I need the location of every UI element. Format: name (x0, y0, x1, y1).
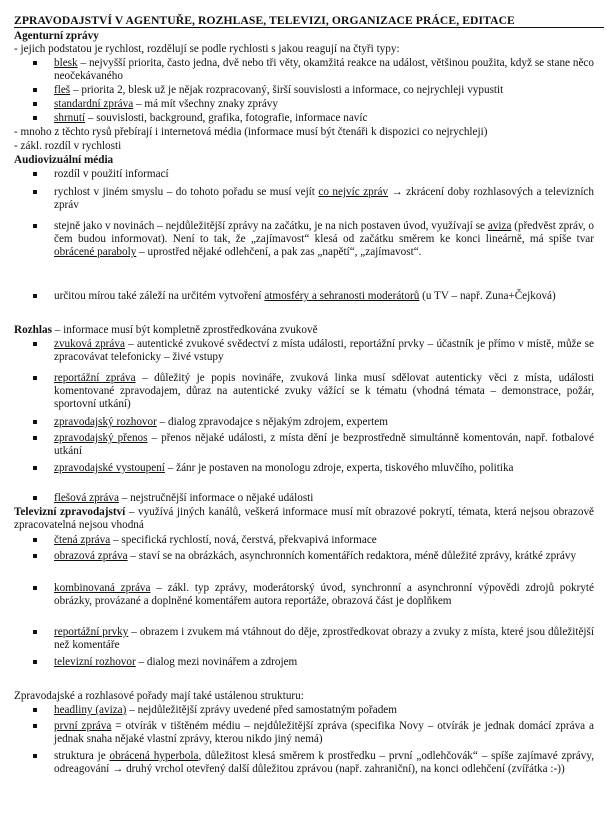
term: první zpráva (54, 720, 112, 732)
term: fleš (54, 84, 71, 96)
tv-item (54, 582, 594, 608)
agency-item-shrnuti (54, 112, 594, 125)
item-text: (předvěst zpráv, o čem budou informovat). Není to tak, že „zajímavost“ klesá od začátku směrem ke konci lineárně, má spíše tvar (54, 220, 595, 246)
section-heading-av: Audiovizuální média (14, 154, 114, 166)
item-text: → zkrácení doby rozhlasových a televizních zpráv (54, 186, 594, 212)
item-text: struktura je (54, 750, 110, 762)
radio-item (54, 372, 594, 411)
item-text: – dialog mezi novinářem a zdrojem (135, 656, 298, 668)
tv-item (54, 626, 594, 652)
item-text: – nejstručnější informace o nějaké události (118, 492, 314, 504)
term: co nejvíc zpráv (318, 186, 389, 198)
item-text: stejně jako v novinách – nejdůležitější zprávy na začátku, je na nich postaven úvod, využívají se (54, 220, 488, 232)
structure-item (54, 720, 594, 746)
tv-item (54, 656, 594, 669)
agency-item-standard (54, 98, 594, 111)
term: reportážní zpráva (54, 372, 136, 384)
page-title: ZPRAVODAJSTVÍ V AGENTUŘE, ROZHLASE, TELEVIZI, ORGANIZACE PRÁCE, EDITACE (14, 14, 604, 28)
agency-note-internet: - mnoho z těchto rysů přebírají i internetová média (informace musí být čtenáři k dispozici co nejrychleji) (14, 126, 488, 138)
structure-item (54, 750, 594, 776)
agency-note-speed: - zákl. rozdíl v rychlosti (14, 140, 122, 152)
item-text: – obrazem i zvukem má vtáhnout do děje, zprostředkovat obrazy a zvuky z místa, které jsou důležitější než komentáře (54, 626, 594, 652)
structure-intro: Zpravodajské a rozhlasové pořady mají také ustálenou strukturu: (14, 690, 304, 702)
section-heading-tv (14, 506, 594, 532)
radio-item (54, 338, 594, 364)
term: zvuková zpráva (54, 338, 125, 350)
term: obrácená hyperbola (109, 750, 199, 762)
term: zpravodajské vystoupení (54, 462, 165, 474)
term: atmosféry a sehranosti moderátorů (264, 290, 420, 302)
agency-item-fles (54, 84, 594, 97)
item-text: rychlost v jiném smyslu – do tohoto pořadu se musí vejít (54, 186, 319, 198)
item-text: – specifická rychlostí, nová, čerstvá, překvapivá informace (110, 534, 377, 546)
radio-item (54, 462, 594, 475)
term: obrácené paraboly (54, 246, 137, 259)
item-text: určitou mírou také záleží na určitém vytvoření (54, 290, 265, 302)
item-text: – žánr je postaven na monologu zdroje, experta, tiskového mluvčího, politika (164, 462, 514, 474)
structure-item (54, 704, 594, 717)
heading-label: Televizní zpravodajství (14, 506, 126, 518)
heading-label: Rozhlas (14, 324, 52, 336)
item-text: – nejvyšší priorita, často jedna, dvě nebo tři věty, okamžitá reakce na událost, většinou použita, když se stane něco neočekávaného (54, 57, 594, 83)
item-text: – nejdůležitější zprávy uvedené před samostatným pořadem (126, 704, 397, 716)
av-item (54, 186, 594, 212)
term: shrnutí (54, 112, 86, 124)
item-text: – uprostřed nějaké odlehčení, a pak zas „napětí“, „zajímavost“. (136, 246, 422, 259)
term: kombinovaná zpráva (54, 582, 151, 594)
term: blesk (54, 57, 78, 69)
radio-item (54, 492, 594, 505)
item-text: – autentické zvukové svědectví z místa události, reportážní prvky – účastník je přímo v místě, může se zpracovávat telefonicky – živé vstupy (54, 338, 594, 364)
item-text: – priorita 2, blesk už je nějak rozpracovaný, širší souvislosti a informace, co nejrychleji vypustit (70, 84, 504, 96)
term: standardní zpráva (54, 98, 134, 110)
term: obrazová zpráva (54, 550, 128, 562)
av-item (54, 168, 594, 181)
term: čtená zpráva (54, 534, 111, 546)
term: aviza (487, 220, 512, 232)
tv-item (54, 550, 594, 563)
term: headliny (aviza) (54, 704, 127, 716)
av-item (54, 290, 594, 303)
item-text: rozdíl v použití informací (54, 168, 169, 180)
section-heading-radio (14, 324, 318, 337)
item-text: – důležitý je popis novináře, zvuková linka musí sdělovat autenticky věci z místa, události komentované zpravodajem, důraz na autentické zvuky vážící se k tématu (vhodná témata – demonstrace, požár, sportovní utkání) (54, 372, 594, 411)
term: flešová zpráva (54, 492, 119, 504)
term: televizní rozhovor (54, 656, 136, 668)
agency-item-blesk (54, 57, 594, 83)
av-item (54, 220, 594, 259)
term: reportážní prvky (54, 626, 129, 638)
item-text: – dialog zpravodajce s nějakým zdrojem, expertem (156, 416, 388, 428)
heading-text: – využívá jiných kanálů, veškerá informace musí mít obrazové pokrytí, témata, která nejsou obrazově zpracovatelná nejsou vhodná (14, 506, 594, 532)
item-text: (u TV – např. Zuna+Čejková) (419, 290, 556, 302)
item-text: = otvírák v tištěném médiu – nejdůležitější zpráva (specifika Novy – otvírák je jednak domácí zpráva a jednak snaha nějaké vlastní zprávy, kterou nikdo jiný nemá) (54, 720, 594, 746)
item-text: – přenos nějaké události, z místa dění je bezprostředně simultánně komentován, např. fotbalové utkání (54, 432, 594, 458)
item-text: , důležitost klesá směrem k prostředku – první „odlehčovák“ – spíše zajímavé zprávy, odreagování → druhý vrchol otevřený další důležitou zprávou (např. zahraniční), na konci odlehčení (zvířátka :-)) (54, 750, 595, 776)
term: zpravodajský rozhovor (54, 416, 157, 428)
item-text: – souvislosti, background, grafika, fotografie, informace navíc (85, 112, 368, 124)
radio-item (54, 416, 594, 429)
agency-intro: - jejich podstatou je rychlost, rozdělují se podle rychlosti s jakou reagují na čtyři typy: (14, 43, 400, 55)
item-text: – staví se na obrázkách, asynchronních komentářích redaktora, méně důležité zprávy, krátké zprávy (127, 550, 577, 562)
term: zpravodajský přenos (54, 432, 148, 444)
item-text: – zákl. typ zprávy, moderátorský úvod, synchronní a asynchronní výpovědi zdrojů pokryté obrázky, provázané a doplněné komentářem autora reportáže, obrazová část je doplňkem (54, 582, 594, 608)
radio-item (54, 432, 594, 458)
heading-text: – informace musí být kompletně zprostředkována zvukově (51, 324, 318, 336)
section-heading-agency: Agenturní zprávy (14, 30, 99, 42)
tv-item (54, 534, 594, 547)
item-text: – má mít všechny znaky zprávy (133, 98, 278, 110)
